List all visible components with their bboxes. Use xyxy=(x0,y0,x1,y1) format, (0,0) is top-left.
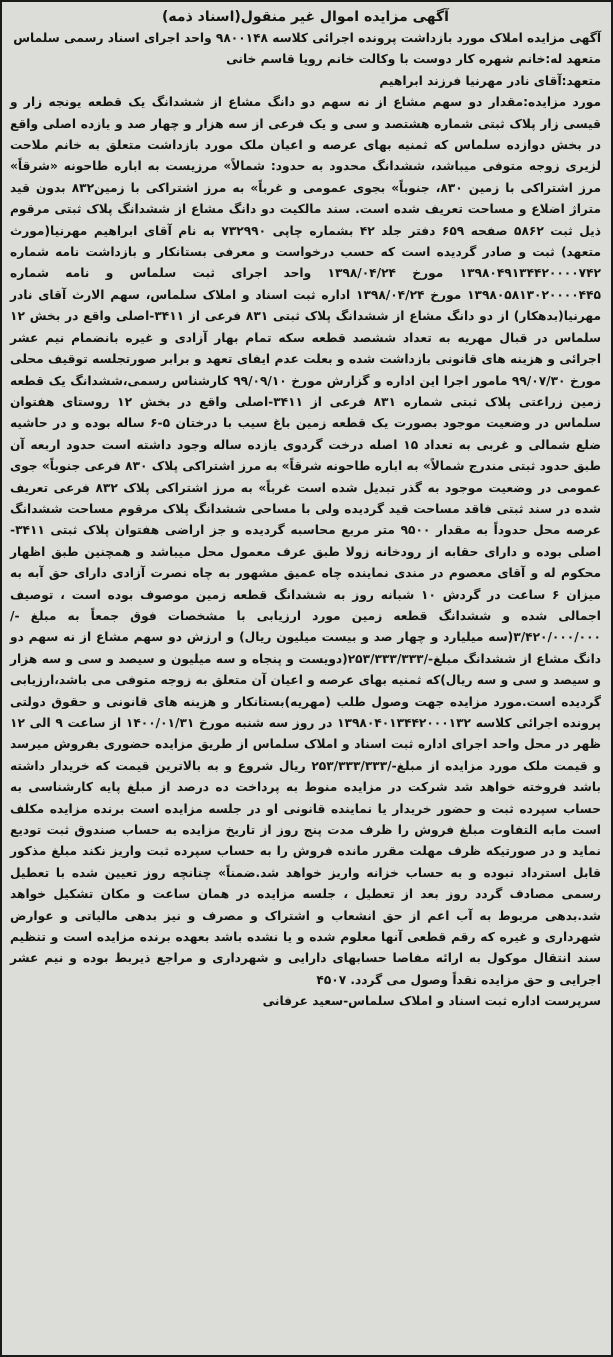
obligee-line: متعهد له:خانم شهره کار دوست با وکالت خانم رویا قاسم خانی xyxy=(226,52,601,67)
notice-signature: سرپرست اداره ثبت اسناد و املاک سلماس-سعید عرفانی xyxy=(262,994,601,1009)
notice-title: آگهی مزایده اموال غیر منقول(اسناد ذمه) xyxy=(162,9,449,25)
obligor-line: متعهد:آقای نادر مهرنیا فرزند ابراهیم xyxy=(379,73,601,88)
notice-body: مورد مزایده:مقدار دو سهم مشاع از نه سهم دو دانگ مشاع از ششدانگ یک قطعه یونجه زار و قیسی زار پلاک ثبتی شماره هشتصد و سی و یک فرعی از سه هزار و چهار صد و یازده اصلی واقع در بخش دوازده سلماس که ثمنیه بهای عرصه و اعیان ملک مورد بازداشت متعلق به خانم ملاحت لزیری زوجه متوفی میباشد، ششدانگ محدود به حدود: شمالاً» مرزیست به اباره طاحونه «شرقاً» مرز اشتراکی با زمین ۸۳۰، جنوباً» بجوی عمومی و غرباً» به مرز اشتراکی با زمین۸۳۲ بدون قید متراژ اضلاع و مساحت تعریف شده است. سند مالکیت دو دانگ مشاع از ششدانگ پلاک ثبتی مرقوم ذیل ثبت ۵۸۶۲ صفحه ۶۵۹ دفتر جلد ۴۲ بشماره چاپی ۷۳۲۹۹۰ به نام آقای ابراهیم مهرنیا(مورث متعهد) ثبت و صادر گردیده است که حسب درخواست و معرفی بستانکار و بازداشت نامه شماره ۱۳۹۸۰۴۹۱۳۴۴۲۰۰۰۰۷۴۲ مورخ ۱۳۹۸/۰۴/۲۴ واحد اجرای ثبت سلماس و نامه شماره ۱۳۹۸۰۵۸۱۳۰۲۰۰۰۰۴۴۵ مورخ ۱۳۹۸/۰۴/۲۴ اداره ثبت اسناد و املاک سلماس، سهم الارث آقای نادر مهرنیا(بدهکار) از دو دانگ مشاع از ششدانگ پلاک ثبتی ۸۳۱ فرعی از ۳۴۱۱-اصلی واقع در بخش ۱۲ سلماس در قبال مهریه به تعداد ششصد قطعه سکه تمام بهار آزادی و غیره بانضمام نیم عشر اجرائی و هزینه های قانونی بازداشت شده و بعلت عدم ایفای تعهد و برابر صورتجلسه توقیف محلی مورخ ۹۹/۰۷/۳۰ مامور اجرا این اداره و گزارش مورخ ۹۹/۰۹/۱۰ کارشناس رسمی،ششدانگ یک قطعه زمین زراعتی پلاک ثبتی شماره ۸۳۱ فرعی از ۳۴۱۱-اصلی واقع در بخش ۱۲ روستای هفتوان سلماس در وضعیت موجود بصورت یک قطعه زمین باغ سیب با درختان ۵-۶ ساله بوده و در حاشیه ضلع شمالی و غربی به تعداد ۱۵ اصله درخت گردوی یازده ساله وجود داشته است حدود اربعه آن طبق حدود ثبتی مندرج شمالاً» به اباره طاحونه شرقاً» به مرز اشتراکی پلاک ۸۳۰ فرعی جنوباً» جوی عمومی در وضعیت موجود به گذر تبدیل شده است غرباً» به مرز اشتراکی پلاک ۸۳۲ فرعی تعریف شده در سند ثبتی فاقد مساحت قید گردیده ولی با مساحی ششدانگ پلاک مرقوم مساحت ششدانگ عرصه محل حدوداً به مقدار ۹۵۰۰ متر مربع محاسبه گردیده و جز اراضی هفتوان پلاک ثبتی ۳۴۱۱- اصلی بوده و دارای حقابه از رودخانه زولا طبق عرف معمول محل میباشد و همچنین طبق اظهار محکوم له و آقای معصوم در مندی نماینده چاه عمیق مشهور به چاه نصرت آزادی دارای حق آبه به میزان ۶ ساعت در گردش ۱۰ شبانه روز به ششدانگ قطعه زمین موصوف بوده است ، توصیف اجمالی شده و ششدانگ قطعه زمین مورد ارزیابی با مشخصات فوق جمعاً به مبلغ -/۳/۴۲۰/۰۰۰/۰۰۰(سه میلیارد و چهار صد و بیست میلیون ریال) و ارزش دو سهم مشاع از نه سهم دو دانگ مشاع از ششدانگ مبلغ-/۲۵۳/۳۳۳/۳۳۳(دویست و پنجاه و سه میلیون و سیصد و سی و سه هزار و سیصد و سی و سه ریال)که ثمنیه بهای عرصه و اعیان آن متعلق به زوجه متوفی می باشد،ارزیابی گردیده است.مورد مزایده جهت وصول طلب (مهریه)بستانکار و هزینه های قانونی و حقوق دولتی پرونده اجرائی کلاسه ۱۳۹۸۰۴۰۱۳۴۴۲۰۰۰۱۳۲ در روز سه شنبه مورخ ۱۴۰۰/۰۱/۳۱ از ساعت ۹ الی ۱۲ ظهر در محل واحد اجرای اداره ثبت اسناد و املاک سلماس از طریق مزایده حضوری بفروش میرسد و قیمت ملک مورد مزایده از مبلغ-/۲۵۳/۳۳۳/۳۳۳ ریال شروع و به بالاترین قیمت که خریدار داشته باشد فروخته خواهد شد شرکت در مزایده منوط به پرداخت ده درصد از مبلغ پایه کارشناسی به حساب سپرده ثبت و حضور خریدار یا نماینده قانونی او در جلسه مزایده است برنده مزایده مکلف است مابه التفاوت مبلغ فروش را ظرف مدت پنج روز از تاریخ مزایده به حساب صندوق ثبت تودیع نماید و در صورتیکه ظرف مهلت مقرر مانده فروش را به حساب سپرده ثبت واریز نکند مبلغ مذکور قابل استرداد نبوده و به حساب خزانه واریز خواهد شد.ضمناً» چنانچه روز تعیین شده با تعطیل رسمی مصادف گردد روز بعد از تعطیل ، جلسه مزایده در همان ساعت و مکان تشکیل خواهد شد.بدهی مربوط به آب اعم از حق انشعاب و اشتراک و مصرف و نیز بدهی مالیاتی و عوارض شهرداری و غیره که رقم قطعی آنها معلوم شده و یا نشده باشد بعهده برنده مزایده است و تنظیم سند انتقال موکول به ارائه مفاصا حسابهای دارایی و شهرداری و مراجع ذیربط بوده و نیم عشر اجرایی و حق مزایده نقداً وصول می گردد. ۴۵۰۷ xyxy=(10,95,602,987)
notice-intro: آگهی مزایده املاک مورد بازداشت پرونده اجرائی کلاسه ۹۸۰۰۱۴۸ واحد اجرای اسناد رسمی سلماس xyxy=(13,31,601,45)
